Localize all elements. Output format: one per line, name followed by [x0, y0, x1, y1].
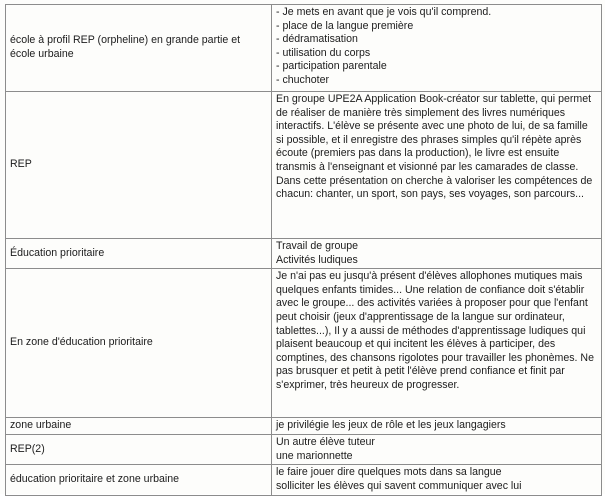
context-cell: En zone d'éducation prioritaire: [6, 269, 272, 418]
responses-table: [5, 4, 602, 496]
context-cell: zone urbaine: [6, 418, 272, 435]
practice-cell: [272, 239, 602, 269]
practice-line: le faire jouer dire quelques mots dans sa langue: [276, 466, 502, 479]
table-row: [6, 465, 602, 495]
practice-line: - chuchoter: [276, 73, 329, 86]
practice-line: - dédramatisation: [276, 33, 358, 46]
context-cell: école à profil REP (orpheline) en grande partie et école urbaine: [6, 5, 272, 92]
context-cell: REP: [6, 92, 272, 239]
practice-cell: [272, 5, 602, 92]
practice-line: Activités ludiques: [276, 253, 358, 266]
practice-line: - utilisation du corps: [276, 46, 371, 59]
practice-cell: [272, 92, 602, 239]
practice-cell: [272, 435, 602, 465]
table-row: [6, 5, 602, 92]
table-row: [6, 418, 602, 435]
practice-cell: [272, 269, 602, 418]
context-cell: Éducation prioritaire: [6, 239, 272, 269]
practice-line: - participation parentale: [276, 60, 387, 73]
table-row: [6, 269, 602, 418]
practice-text: En groupe UPE2A Application Book-créator sur tablette, qui permet de réaliser de manière très simplement des livres numériques interactifs. L'élève se présente avec une photo de lui, de sa famille si possible, et il enregistre des phrases simples qu'il répète après écoute (premiers pas dans la production), le livre est ensuite transmis à l'enseignant et visionné par les camarades de classe. Dans cette présentation on cherche à valoriser les compétences de chacun: chanter, un sport, son pays, ses voyages, son parcours...: [276, 93, 593, 201]
practice-line: solliciter les élèves qui savent communiquer avec lui: [276, 479, 522, 492]
practice-line: une marionnette: [276, 449, 353, 462]
context-cell: REP(2): [6, 435, 272, 465]
table-row: [6, 92, 602, 239]
practice-line: Travail de groupe: [276, 240, 359, 252]
practice-line: - Je mets en avant que je vois qu'il comprend.: [276, 6, 492, 18]
table-row: [6, 239, 602, 269]
practice-cell: [272, 418, 602, 435]
practice-line: - place de la langue première: [276, 19, 414, 32]
practice-text: Je n'ai pas eu jusqu'à présent d'élèves allophones mutiques mais quelques enfants timides... Une relation de confiance doit s'établir avec le groupe... des activités variées à proposer pour que l'enfant peut choisir (jeux d'apprentissage de la langue sur ordinateur, tablettes...), Il y a aussi de méthodes d'apprentissage ludiques qui plaisent beaucoup et qui incitent les élèves à participer, des comptines, des chansons rigolotes pour travailler les phonèmes. Ne pas brusquer et petit à petit l'élève prend confiance et finit par s'exprimer, très heureux de progresser.: [276, 270, 594, 391]
practice-line: Un autre élève tuteur: [276, 436, 375, 449]
practice-line: je privilégie les jeux de rôle et les jeux langagiers: [276, 419, 506, 432]
practice-cell: [272, 465, 602, 495]
context-cell: éducation prioritaire et zone urbaine: [6, 465, 272, 495]
table-row: [6, 435, 602, 465]
